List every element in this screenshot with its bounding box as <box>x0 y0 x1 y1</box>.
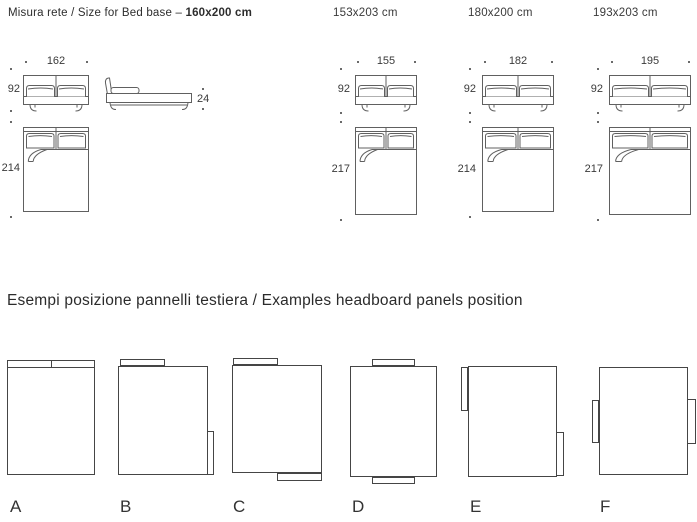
headboard-example-b <box>118 366 208 475</box>
title-text: Misura rete / Size for Bed base – <box>8 7 186 19</box>
headboard-panel-bottom-right <box>277 473 322 481</box>
dim-dot <box>202 88 204 90</box>
dim-depth-160: 214 <box>1 162 20 174</box>
size-header-153x203: 153x203 cm <box>333 7 398 19</box>
dim-width-153: 155 <box>376 55 396 67</box>
dim-dot <box>340 112 342 114</box>
headboard-panel-right-middle <box>687 399 696 444</box>
bed-plan-view-160 <box>23 127 89 212</box>
headboard-panel-left-top <box>461 367 468 411</box>
example-label-a: A <box>10 497 22 516</box>
dim-dot <box>597 121 599 123</box>
dim-dot <box>202 108 204 110</box>
dim-dot <box>611 61 613 63</box>
dim-height-193: 92 <box>590 83 603 95</box>
bed-plan-view-193 <box>609 127 691 215</box>
dim-width-193: 195 <box>640 55 660 67</box>
headboard-example-e <box>468 366 557 477</box>
size-header-180x200: 180x200 cm <box>468 7 533 19</box>
bed-front-view-160 <box>23 75 89 113</box>
bed-plan-view-153 <box>355 127 417 215</box>
bed-front-view-153 <box>355 75 417 113</box>
headboard-panel-top-left <box>233 358 278 365</box>
dim-dot <box>86 61 88 63</box>
bed-side-view <box>100 76 196 114</box>
example-label-b: B <box>120 497 132 516</box>
title-size-bold: 160x200 cm <box>185 7 253 19</box>
dim-depth-193: 217 <box>584 163 603 175</box>
dim-width-160: 162 <box>46 55 66 67</box>
dim-height-153: 92 <box>337 83 350 95</box>
example-label-c: C <box>233 497 246 516</box>
dim-depth-153: 217 <box>331 163 350 175</box>
headboard-panel-bottom-center <box>372 477 415 484</box>
dim-dot <box>25 61 27 63</box>
dim-height-180: 92 <box>463 83 476 95</box>
dim-dot <box>469 112 471 114</box>
headboard-panel-left-middle <box>592 400 599 443</box>
example-label-f: F <box>600 497 611 516</box>
headboard-example-f <box>599 367 688 475</box>
dim-dot <box>414 61 416 63</box>
example-label-e: E <box>470 497 482 516</box>
dim-dot <box>484 61 486 63</box>
dim-height-160: 92 <box>7 83 20 95</box>
dim-dot <box>469 216 471 218</box>
dim-frame-height: 24 <box>197 93 210 105</box>
section-title-headboard-examples: Esempi posizione pannelli testiera / Examples headboard panels position <box>7 292 523 309</box>
dim-dot <box>469 121 471 123</box>
dim-dot <box>340 68 342 70</box>
dim-dot <box>10 216 12 218</box>
headboard-example-c <box>232 365 322 473</box>
page-title <box>8 7 252 19</box>
dim-dot <box>10 121 12 123</box>
dim-dot <box>469 68 471 70</box>
headboard-panel-top-center <box>372 359 415 366</box>
headboard-panel-right-bottom <box>207 431 214 475</box>
bed-plan-view-180 <box>482 127 554 212</box>
dim-depth-180: 214 <box>457 163 476 175</box>
dim-width-180: 182 <box>508 55 528 67</box>
example-label-d: D <box>352 497 365 516</box>
dim-dot <box>357 61 359 63</box>
dim-dot <box>10 110 12 112</box>
dim-dot <box>551 61 553 63</box>
bed-front-view-193 <box>609 75 691 113</box>
headboard-example-a <box>7 360 95 475</box>
headboard-example-d <box>350 366 437 477</box>
dim-dot <box>597 112 599 114</box>
headboard-panel-top-left <box>120 359 165 366</box>
bed-front-view-180 <box>482 75 554 113</box>
dim-dot <box>340 121 342 123</box>
dim-dot <box>597 219 599 221</box>
dim-dot <box>10 68 12 70</box>
dim-dot <box>688 61 690 63</box>
headboard-panel-right-bottom <box>556 432 564 476</box>
panel-split-tick <box>51 361 52 367</box>
dim-dot <box>340 219 342 221</box>
size-header-193x203: 193x203 cm <box>593 7 658 19</box>
dim-dot <box>597 68 599 70</box>
